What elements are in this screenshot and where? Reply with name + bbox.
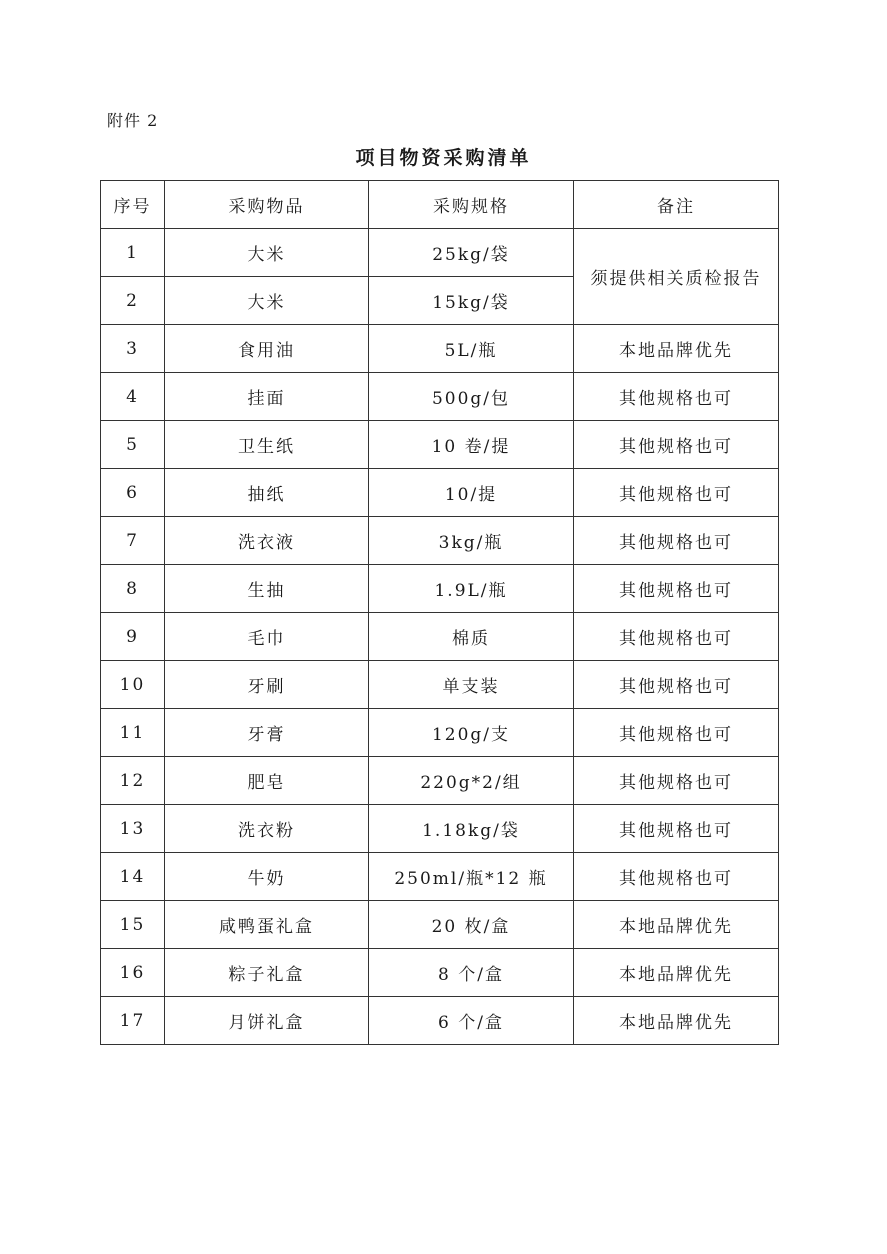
cell-item: 抽纸 bbox=[165, 469, 369, 517]
cell-note: 其他规格也可 bbox=[574, 613, 779, 661]
table-row bbox=[101, 901, 779, 949]
cell-item: 大米 bbox=[165, 277, 369, 325]
cell-note: 本地品牌优先 bbox=[574, 997, 779, 1045]
cell-item: 牙刷 bbox=[165, 661, 369, 709]
table-row bbox=[101, 517, 779, 565]
table-row bbox=[101, 949, 779, 997]
cell-item: 咸鸭蛋礼盒 bbox=[165, 901, 369, 949]
cell-no: 14 bbox=[101, 853, 165, 901]
table-body bbox=[101, 229, 779, 1045]
cell-item: 大米 bbox=[165, 229, 369, 277]
header-spec: 采购规格 bbox=[369, 181, 574, 229]
cell-no: 12 bbox=[101, 757, 165, 805]
cell-no: 9 bbox=[101, 613, 165, 661]
cell-item: 卫生纸 bbox=[165, 421, 369, 469]
cell-item: 月饼礼盒 bbox=[165, 997, 369, 1045]
table-row bbox=[101, 997, 779, 1045]
cell-spec: 500g/包 bbox=[369, 373, 574, 421]
cell-no: 8 bbox=[101, 565, 165, 613]
attachment-label: 附件 2 bbox=[107, 111, 159, 130]
cell-spec: 棉质 bbox=[369, 613, 574, 661]
cell-no: 15 bbox=[101, 901, 165, 949]
cell-spec: 15kg/袋 bbox=[369, 277, 574, 325]
cell-spec: 1.18kg/袋 bbox=[369, 805, 574, 853]
cell-note: 其他规格也可 bbox=[574, 757, 779, 805]
cell-no: 13 bbox=[101, 805, 165, 853]
cell-no: 2 bbox=[101, 277, 165, 325]
cell-item: 洗衣液 bbox=[165, 517, 369, 565]
table-row bbox=[101, 661, 779, 709]
cell-spec: 3kg/瓶 bbox=[369, 517, 574, 565]
cell-no: 5 bbox=[101, 421, 165, 469]
cell-no: 4 bbox=[101, 373, 165, 421]
cell-no: 6 bbox=[101, 469, 165, 517]
cell-spec: 5L/瓶 bbox=[369, 325, 574, 373]
cell-note: 其他规格也可 bbox=[574, 517, 779, 565]
cell-spec: 220g*2/组 bbox=[369, 757, 574, 805]
cell-no: 11 bbox=[101, 709, 165, 757]
cell-spec: 25kg/袋 bbox=[369, 229, 574, 277]
cell-no: 16 bbox=[101, 949, 165, 997]
table-header-row bbox=[101, 181, 779, 229]
cell-item: 生抽 bbox=[165, 565, 369, 613]
cell-spec: 1.9L/瓶 bbox=[369, 565, 574, 613]
table-row bbox=[101, 613, 779, 661]
table-row bbox=[101, 469, 779, 517]
table-row bbox=[101, 229, 779, 277]
cell-spec: 6 个/盒 bbox=[369, 997, 574, 1045]
header-note: 备注 bbox=[574, 181, 779, 229]
cell-no: 3 bbox=[101, 325, 165, 373]
cell-item: 挂面 bbox=[165, 373, 369, 421]
cell-no: 7 bbox=[101, 517, 165, 565]
cell-item: 牛奶 bbox=[165, 853, 369, 901]
table-row bbox=[101, 565, 779, 613]
table-row bbox=[101, 853, 779, 901]
cell-spec: 单支装 bbox=[369, 661, 574, 709]
cell-spec: 10/提 bbox=[369, 469, 574, 517]
cell-item: 粽子礼盒 bbox=[165, 949, 369, 997]
table-row bbox=[101, 421, 779, 469]
cell-item: 毛巾 bbox=[165, 613, 369, 661]
table-row bbox=[101, 805, 779, 853]
page-title: 项目物资采购清单 bbox=[355, 147, 532, 169]
cell-note: 其他规格也可 bbox=[574, 661, 779, 709]
table-row bbox=[101, 709, 779, 757]
cell-spec: 8 个/盒 bbox=[369, 949, 574, 997]
cell-spec: 20 枚/盒 bbox=[369, 901, 574, 949]
cell-note: 本地品牌优先 bbox=[574, 901, 779, 949]
table-row bbox=[101, 325, 779, 373]
cell-item: 肥皂 bbox=[165, 757, 369, 805]
cell-note: 其他规格也可 bbox=[574, 805, 779, 853]
cell-note: 本地品牌优先 bbox=[574, 949, 779, 997]
cell-note: 其他规格也可 bbox=[574, 853, 779, 901]
cell-item: 牙膏 bbox=[165, 709, 369, 757]
procurement-table bbox=[100, 180, 779, 1045]
cell-no: 17 bbox=[101, 997, 165, 1045]
cell-spec: 10 卷/提 bbox=[369, 421, 574, 469]
cell-note: 须提供相关质检报告 bbox=[574, 229, 779, 325]
cell-note: 其他规格也可 bbox=[574, 373, 779, 421]
cell-note: 其他规格也可 bbox=[574, 469, 779, 517]
table-row bbox=[101, 757, 779, 805]
cell-item: 洗衣粉 bbox=[165, 805, 369, 853]
cell-note: 其他规格也可 bbox=[574, 565, 779, 613]
cell-no: 10 bbox=[101, 661, 165, 709]
cell-item: 食用油 bbox=[165, 325, 369, 373]
cell-spec: 120g/支 bbox=[369, 709, 574, 757]
cell-no: 1 bbox=[101, 229, 165, 277]
cell-note: 本地品牌优先 bbox=[574, 325, 779, 373]
cell-note: 其他规格也可 bbox=[574, 421, 779, 469]
header-no: 序号 bbox=[101, 181, 165, 229]
cell-spec: 250ml/瓶*12 瓶 bbox=[369, 853, 574, 901]
cell-note: 其他规格也可 bbox=[574, 709, 779, 757]
header-item: 采购物品 bbox=[165, 181, 369, 229]
table-row bbox=[101, 373, 779, 421]
